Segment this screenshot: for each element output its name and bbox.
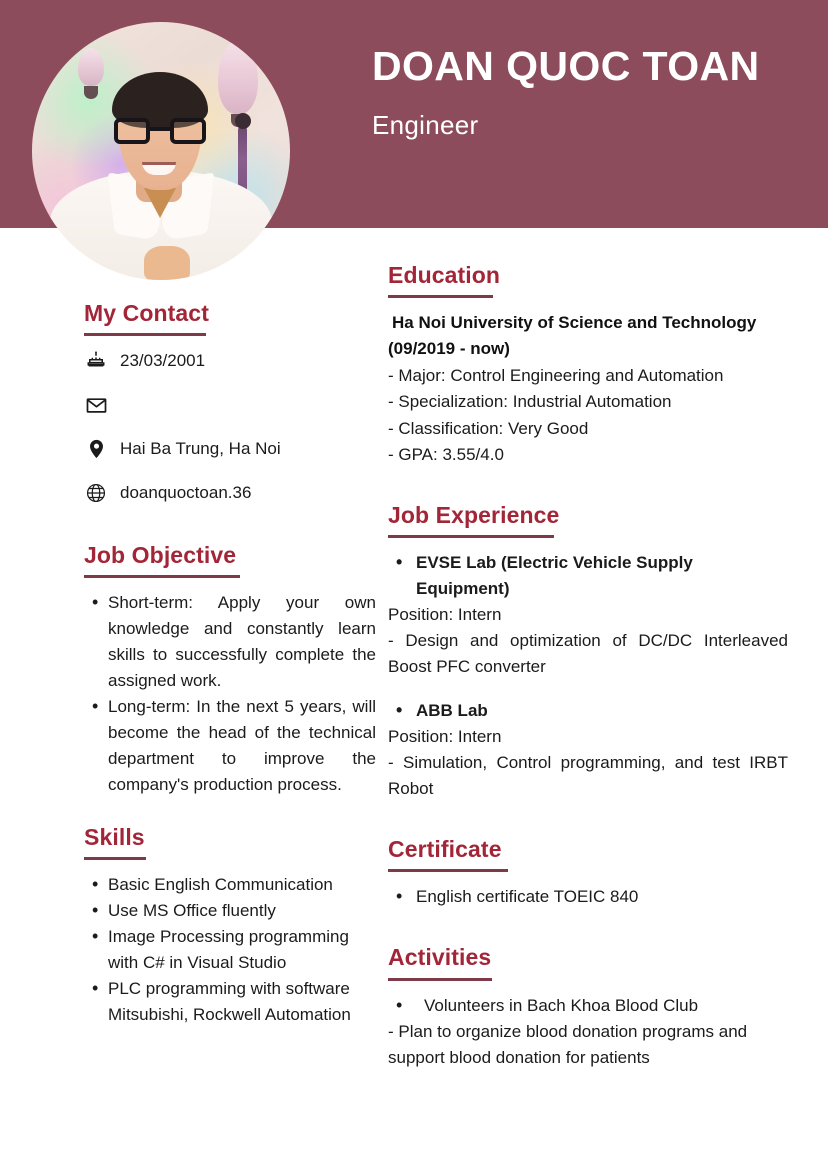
list-item: • Volunteers in Bach Khoa Blood Club [388, 993, 788, 1019]
section-my-contact [84, 300, 376, 506]
education-detail: - GPA: 3.55/4.0 [388, 444, 504, 464]
section-skills [84, 824, 376, 1028]
list-item: • Use MS Office fluently [84, 898, 376, 924]
section-job-experience [388, 502, 788, 802]
section-heading-experience: Job Experience [388, 502, 560, 529]
list-item: • English certificate TOEIC 840 [388, 884, 788, 910]
heading-rule [84, 857, 146, 860]
experience-entry [388, 550, 788, 680]
section-heading-education: Education [388, 262, 501, 288]
section-job-objective [84, 542, 376, 798]
lantern-icon [78, 48, 104, 86]
education-period: (09/2019 - now) [388, 339, 510, 359]
experience-detail: - Design and optimization of DC/DC Interleaved Boost PFC converter [388, 631, 788, 677]
list-item: • PLC programming with software Mitsubishi, Rockwell Automation [84, 976, 376, 1028]
heading-rule [84, 333, 206, 336]
contact-item-address [84, 436, 376, 462]
section-heading-certificate: Certificate [388, 836, 502, 863]
contact-item-email[interactable] [84, 392, 376, 418]
avatar [32, 22, 290, 280]
experience-position: Position: Intern [388, 727, 502, 747]
section-heading-activities: Activities [388, 944, 492, 971]
list-item: • Long-term: In the next 5 years, will become the head of the technical department to improve the company's production process. [84, 694, 376, 798]
right-column [388, 262, 788, 1071]
education-school: Ha Noi University of Science and Technology [392, 313, 757, 333]
experience-title: • ABB Lab [388, 698, 788, 724]
list-item: • Image Processing programming with C# in Visual Studio [84, 924, 376, 976]
heading-rule [388, 869, 508, 872]
list-item: • Short-term: Apply your own knowledge and constantly learn skills to successfully complete the assigned work. [84, 590, 376, 694]
contact-item-website[interactable] [84, 480, 376, 506]
education-detail: - Major: Control Engineering and Automation [388, 365, 724, 385]
page-title: DOAN QUOC TOAN [372, 43, 760, 89]
birthday-cake-icon [84, 349, 108, 373]
glasses-icon [114, 118, 206, 144]
education-detail: - Classification: Very Good [388, 418, 589, 438]
hand-shape [144, 246, 190, 280]
experience-entry [388, 698, 788, 802]
heading-rule [84, 575, 240, 578]
heading-rule [388, 978, 492, 981]
section-heading-skills: Skills [84, 824, 145, 851]
location-pin-icon [84, 437, 108, 461]
skills-list [84, 872, 376, 1028]
contact-value-address: Hai Ba Trung, Ha Noi [120, 438, 281, 458]
experience-position: Position: Intern [388, 605, 502, 625]
globe-icon [84, 481, 108, 505]
section-heading-objective: Job Objective [84, 542, 237, 569]
section-education [388, 262, 788, 468]
objective-list [84, 590, 376, 798]
contact-value-website: doanquoctoan.36 [120, 482, 252, 502]
education-detail: - Specialization: Industrial Automation [388, 392, 672, 412]
section-activities [388, 944, 788, 1070]
contact-value-birthday: 23/03/2001 [120, 350, 206, 370]
envelope-icon [84, 393, 108, 417]
experience-detail: - Simulation, Control programming, and test IRBT Robot [388, 753, 788, 799]
section-certificate [388, 836, 788, 910]
heading-rule [388, 535, 554, 538]
experience-title: • EVSE Lab (Electric Vehicle Supply Equipment) [388, 550, 788, 602]
activities-detail: - Plan to organize blood donation programs and support blood donation for patients [388, 1021, 748, 1067]
left-column [84, 300, 376, 1028]
role-subtitle: Engineer [372, 110, 479, 140]
heading-rule [388, 295, 493, 298]
contact-item-birthday [84, 348, 376, 374]
list-item: • Basic English Communication [84, 872, 376, 898]
section-heading-contact: My Contact [84, 300, 209, 326]
